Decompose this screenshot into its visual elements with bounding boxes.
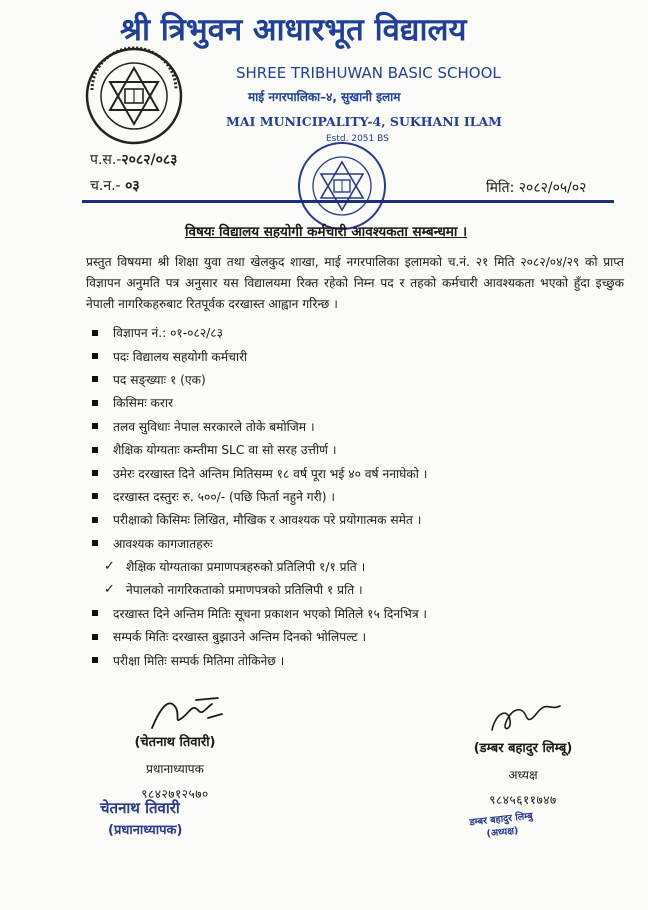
list-item: किसिमः करार — [92, 391, 612, 414]
reference-cn — [90, 176, 140, 195]
signatory-left-role: प्रधानाध्यापक — [146, 762, 204, 776]
signatory-left — [110, 732, 240, 802]
signatory-right-role: अध्यक्ष — [508, 768, 538, 782]
letter-date — [486, 178, 586, 197]
school-name-nepali: श्री त्रिभुवन आधारभूत विद्यालय — [120, 12, 467, 48]
stamp-right — [469, 809, 535, 841]
bullet-icon — [92, 376, 98, 382]
list-item: पदः विद्यालय सहयोगी कर्मचारी — [92, 344, 612, 367]
list-item: आवश्यक कागजातहरुः — [92, 532, 612, 555]
header-divider — [82, 200, 614, 203]
stamp-right-role: (अध्यक्ष) — [486, 825, 519, 840]
checkmark-icon: ✓ — [104, 582, 115, 598]
list-item: उमेरः दरखास्त दिने अन्तिम मितिसम्म १८ वर्ष पूरा भई ४० वर्ष ननाघेको । — [92, 461, 612, 484]
bullet-icon — [92, 540, 98, 546]
signatory-left-name: (चेतनाथ तिवारी) — [134, 735, 216, 750]
signature-left-icon — [148, 694, 228, 734]
school-name-english: SHREE TRIBHUWAN BASIC SCHOOL — [236, 64, 501, 82]
address-nepali: माई नगरपालिका–४, सुखानी इलाम — [248, 90, 401, 104]
list-item: परीक्षाको किसिमः लिखित, मौखिक र आवश्यक परे प्रयोगात्मक समेत । — [92, 508, 612, 531]
cn-value: ०३ — [125, 178, 140, 194]
signature-right-icon — [486, 700, 566, 740]
address-english: MAI MUNICIPALITY-4, SUKHANI ILAM — [226, 114, 503, 129]
bullet-icon — [92, 330, 98, 336]
stamp-left-name: चेतनाथ तिवारी — [100, 799, 180, 817]
signatory-right-phone: ९८४५६११७४७ — [489, 793, 557, 807]
bullet-icon — [92, 610, 98, 616]
ps-value: २०८२/०८३ — [121, 152, 178, 168]
signatory-left-phone: ९८४२७१२५७० — [141, 787, 209, 801]
ps-label: प.स.- — [90, 152, 122, 168]
signatory-right — [448, 738, 598, 808]
reference-ps — [90, 150, 177, 169]
list-item: तलव सुविधाः नेपाल सरकारले तोके बमोजिम । — [92, 415, 612, 438]
bullet-icon — [92, 493, 98, 499]
sub-list-item: ✓ शैक्षिक योग्यताका प्रमाणपत्रहरुको प्रतिलिपी १/१ प्रति । — [104, 559, 366, 575]
established-year: Estd. 2051 BS — [326, 134, 389, 144]
bullet-icon — [92, 423, 98, 429]
stamp-left-role: (प्रधानाध्यापक) — [108, 823, 183, 838]
list-item: विज्ञापन नं.: ०१-०८२/८३ — [92, 321, 612, 344]
date-value: २०८२/०५/०२ — [518, 180, 587, 196]
bullet-icon — [92, 447, 98, 453]
list-item: दरखास्त दिने अन्तिम मितिः सूचना प्रकाशन भएको मितिले १५ दिनभित्र । — [92, 602, 612, 625]
notice-items-list — [92, 321, 612, 672]
school-logo-left — [84, 46, 184, 146]
sub-list-item: ✓ नेपालको नागरिकताको प्रमाणपत्रको प्रतिलिपी १ प्रति । — [104, 582, 363, 598]
body-paragraph: प्रस्तुत विषयमा श्री शिक्षा युवा तथा खेलकुद शाखा, माई नगरपालिका इलामको च.नं. २१ मिति २०८२/०४/२९ को प्राप्त विज्ञापन अनुमति पत्र अनुसार यस विद्यालयमा रिक्त रहेको निम्न पद र तहको कर्मचारी आवश्यकता भएको हुँदा इच्छुक नेपाली नागरिकहरुबाट रितपूर्वक दरखास्त आह्वान गरिन्छ । — [86, 255, 624, 311]
bullet-icon — [92, 470, 98, 476]
list-item: दरखास्त दस्तुरः रु. ५००/- (पछि फिर्ता नहुने गरी) । — [92, 485, 612, 508]
date-label: मिति: — [486, 180, 515, 196]
list-item: शैक्षिक योग्यताः कम्तीमा SLC वा सो सरह उत्तीर्ण । — [92, 438, 612, 461]
checkmark-icon: ✓ — [104, 559, 115, 575]
letter-subject: विषयः विद्यालय सहयोगी कर्मचारी आवश्यकता सम्बन्धमा । — [185, 224, 468, 240]
bullet-icon — [92, 634, 98, 640]
cn-label: च.न.- — [90, 178, 121, 194]
bullet-icon — [92, 657, 98, 663]
signatory-right-name: (डम्बर बहादुर लिम्बू) — [473, 741, 573, 756]
school-stamp-seal — [296, 140, 388, 232]
list-item: परीक्षा मितिः सम्पर्क मितिमा तोकिनेछ । — [92, 648, 612, 671]
bullet-icon — [92, 400, 98, 406]
bullet-icon — [92, 353, 98, 359]
stamp-right-name: डम्बर बहादुर लिम्बु — [469, 810, 534, 829]
list-item: पद सङ्ख्याः १ (एक) — [92, 368, 612, 391]
list-item: सम्पर्क मितिः दरखास्त बुझाउने अन्तिम दिनको भोलिपल्ट । — [92, 625, 612, 648]
bullet-icon — [92, 517, 98, 523]
